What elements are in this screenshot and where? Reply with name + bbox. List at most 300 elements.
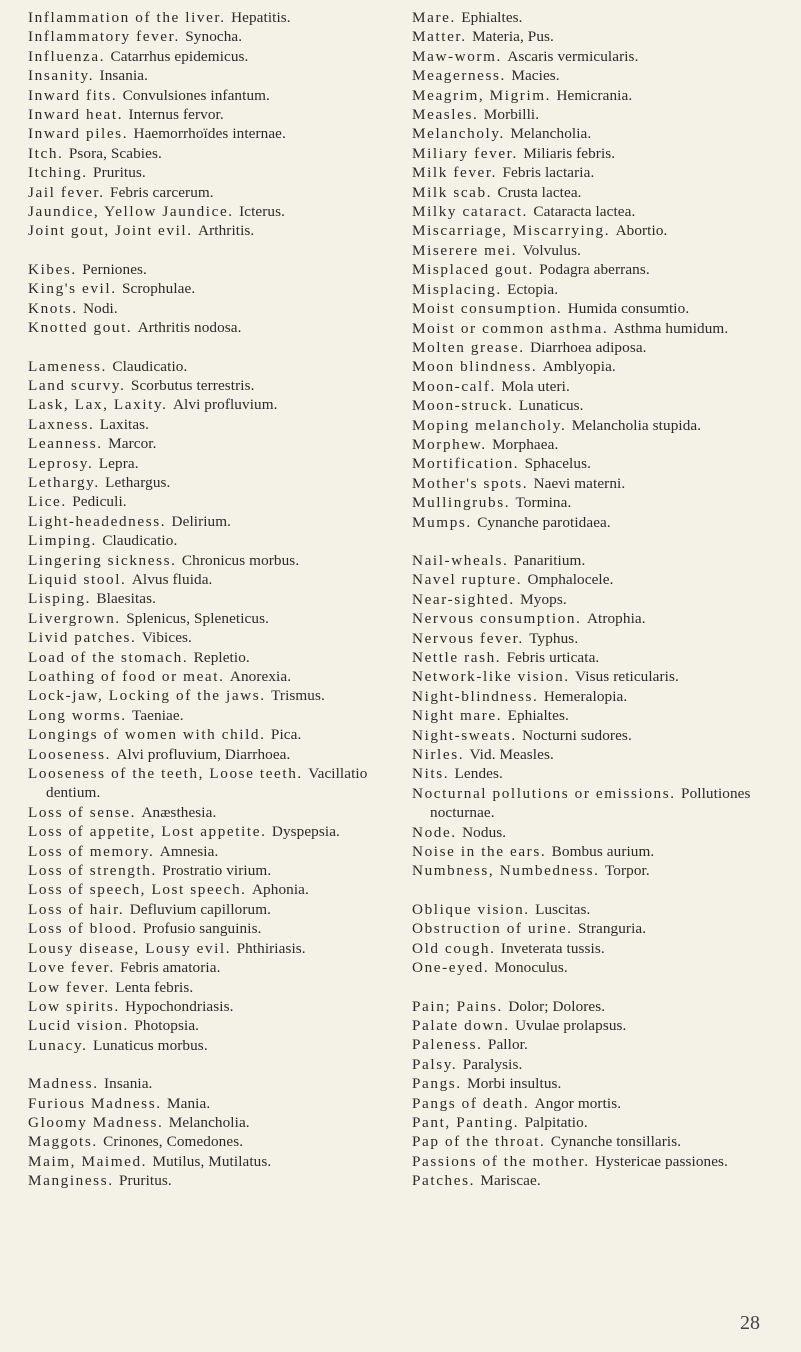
- entry-term: Melancholy.: [412, 125, 505, 143]
- dictionary-entry: [412, 435, 782, 454]
- dictionary-entry: [412, 823, 782, 842]
- entry-latin: Omphalocele.: [527, 571, 614, 589]
- dictionary-entry: [28, 880, 398, 899]
- entry-term: Lameness.: [28, 357, 107, 375]
- entry-latin: Palpitatio.: [524, 1113, 588, 1131]
- dictionary-entry: [412, 416, 782, 435]
- page-number: 28: [740, 1312, 760, 1334]
- entry-term: Leanness.: [28, 435, 103, 453]
- entry-term: Longings of women with child.: [28, 726, 266, 744]
- dictionary-entry: [412, 319, 782, 338]
- entry-latin: Scorbutus terrestris.: [130, 376, 255, 394]
- entry-term: Lucid vision.: [28, 1017, 129, 1035]
- entry-latin: Blaesitas.: [96, 590, 157, 608]
- entry-term: Passions of the mother.: [412, 1152, 590, 1170]
- entry-latin: Hystericae passiones.: [595, 1152, 728, 1170]
- entry-term: Low spirits.: [28, 997, 120, 1015]
- dictionary-entry: [28, 434, 398, 453]
- dictionary-entry: [412, 221, 782, 240]
- entry-latin: Amblyopia.: [542, 358, 616, 376]
- entry-latin: Hemeralopia.: [543, 687, 628, 705]
- entry-latin: Pollutiones nocturnae.: [430, 784, 751, 822]
- entry-term: Lingering sickness.: [28, 551, 177, 569]
- dictionary-entry: [412, 124, 782, 143]
- dictionary-entry: [412, 590, 782, 609]
- entry-latin: Trismus.: [271, 687, 325, 705]
- entry-latin: Laxitas.: [99, 415, 150, 433]
- entry-term: Light-headedness.: [28, 512, 167, 530]
- entry-term: Old cough.: [412, 939, 496, 957]
- entry-latin: Ephialtes.: [461, 9, 523, 26]
- entry-latin: Torpor.: [604, 862, 650, 880]
- entry-latin: Humida consumtio.: [567, 300, 690, 318]
- entry-latin: Marcor.: [108, 435, 157, 453]
- dictionary-entry: [28, 1016, 398, 1035]
- entry-latin: Haemorrhoïdes internae.: [133, 125, 286, 143]
- entry-latin: Alvus fluida.: [131, 570, 213, 588]
- dictionary-entry: [28, 900, 398, 919]
- dictionary-entry: [412, 299, 782, 318]
- entry-latin: Melancholia stupida.: [571, 416, 702, 434]
- dictionary-entry: [28, 473, 398, 492]
- dictionary-entry: [28, 415, 398, 434]
- entry-latin: Sphacelus.: [524, 455, 591, 473]
- dictionary-entry: [28, 299, 398, 318]
- entry-term: One-eyed.: [412, 959, 490, 977]
- entry-latin: Psora, Scabies.: [68, 144, 162, 162]
- entry-term: Pap of the throat.: [412, 1133, 546, 1151]
- entry-latin: Volvulus.: [522, 241, 581, 259]
- dictionary-entry: [28, 570, 398, 589]
- entry-term: Pant, Panting.: [412, 1113, 520, 1131]
- entry-latin: Icterus.: [239, 203, 286, 221]
- entry-term: Low fever.: [28, 978, 110, 996]
- entry-latin: Synocha.: [185, 28, 243, 46]
- entry-latin: Lethargus.: [105, 473, 171, 491]
- dictionary-entry: [28, 183, 398, 202]
- entry-term: Morphew.: [412, 435, 487, 453]
- entry-term: Itch.: [28, 144, 64, 162]
- entry-term: Joint gout, Joint evil.: [28, 222, 193, 240]
- entry-latin: Insania.: [104, 1075, 153, 1093]
- dictionary-entry: [28, 648, 398, 667]
- entry-latin: Abortio.: [615, 222, 668, 240]
- entry-latin: Claudicatio.: [102, 532, 178, 550]
- entry-latin: Mutilus, Mutilatus.: [152, 1152, 272, 1170]
- entry-latin: Naevi materni.: [533, 474, 626, 492]
- entry-latin: Bombus aurium.: [551, 843, 655, 861]
- entry-term: Moon-calf.: [412, 377, 496, 395]
- entry-latin: Mola uteri.: [501, 377, 570, 395]
- entry-latin: Defluvium capillorum.: [129, 900, 272, 918]
- entry-term: Inflammation of the liver.: [28, 9, 226, 26]
- entry-term: Loss of hair.: [28, 900, 125, 918]
- dictionary-entry: [28, 861, 398, 880]
- entry-term: Lousy disease, Lousy evil.: [28, 939, 232, 957]
- entry-term: Milky cataract.: [412, 203, 528, 221]
- entry-latin: Insania.: [99, 67, 149, 85]
- dictionary-entry: [28, 86, 398, 105]
- entry-latin: Anæsthesia.: [141, 803, 217, 821]
- dictionary-entry: [28, 492, 398, 511]
- entry-term: Leprosy.: [28, 454, 94, 472]
- dictionary-entry: [28, 1152, 398, 1171]
- entry-latin: Catarrhus epidemicus.: [110, 47, 249, 65]
- entry-term: Loss of sense.: [28, 803, 137, 821]
- dictionary-entry: [28, 589, 398, 608]
- dictionary-entry: [412, 667, 782, 686]
- dictionary-entry: [28, 1094, 398, 1113]
- entry-latin: Vibices.: [141, 629, 192, 647]
- dictionary-entry: [28, 551, 398, 570]
- entry-term: Node.: [412, 823, 457, 841]
- entry-latin: Hemicrania.: [556, 86, 633, 104]
- left-column: [28, 8, 398, 1191]
- dictionary-entry: [412, 551, 782, 570]
- dictionary-entry: [412, 1132, 782, 1151]
- entry-latin: Nodi.: [83, 299, 118, 317]
- entry-latin: Stranguria.: [577, 920, 647, 938]
- entry-term: Pain; Pains.: [412, 997, 503, 1015]
- entry-term: Limping.: [28, 532, 97, 550]
- dictionary-entry: [28, 144, 398, 163]
- entry-latin: Paralysis.: [462, 1055, 523, 1073]
- entry-term: Nail-wheals.: [412, 551, 509, 569]
- entry-latin: Luscitas.: [535, 900, 591, 918]
- entry-latin: Scrophulae.: [122, 280, 196, 298]
- dictionary-entry: [28, 978, 398, 997]
- dictionary-entry: [412, 570, 782, 589]
- entry-term: Laxness.: [28, 415, 95, 433]
- entry-term: Loss of strength.: [28, 862, 157, 880]
- entry-term: Palsy.: [412, 1055, 458, 1073]
- dictionary-entry: [28, 221, 398, 240]
- entry-latin: Cynanche parotidaea.: [477, 513, 611, 531]
- dictionary-entry: [412, 493, 782, 512]
- dictionary-entry: [28, 279, 398, 298]
- entry-latin: Febris urticata.: [506, 649, 600, 666]
- entry-latin: Febris amatoria.: [120, 959, 221, 977]
- entry-term: Pangs of death.: [412, 1094, 530, 1112]
- dictionary-entry: [412, 202, 782, 221]
- dictionary-entry: [412, 706, 782, 725]
- entry-term: Loss of memory.: [28, 842, 155, 860]
- entry-latin: Alvi profluvium, Diarrhoea.: [116, 745, 291, 763]
- entry-latin: Nodus.: [462, 823, 507, 841]
- entry-latin: Profusio sanguinis.: [143, 920, 262, 938]
- dictionary-entry: [28, 1171, 398, 1190]
- dictionary-entry: [28, 745, 398, 764]
- entry-latin: Monoculus.: [494, 959, 568, 977]
- entry-latin: Pruritus.: [119, 1172, 172, 1190]
- entry-latin: Tormina.: [515, 494, 572, 512]
- entry-latin: Arthritis nodosa.: [137, 319, 242, 337]
- section-gap: [412, 978, 782, 997]
- entry-term: Obstruction of urine.: [412, 920, 573, 938]
- entry-term: Loathing of food or meat.: [28, 668, 225, 685]
- dictionary-entry: [28, 376, 398, 395]
- entry-term: King's evil.: [28, 280, 117, 298]
- entry-latin: Podagra aberrans.: [539, 261, 650, 279]
- dictionary-entry: [28, 628, 398, 647]
- dictionary-entry: [28, 357, 398, 376]
- entry-term: Mortification.: [412, 455, 520, 473]
- entry-term: Miscarriage, Miscarrying.: [412, 222, 611, 240]
- dictionary-entry: [412, 27, 782, 46]
- entry-term: Jaundice, Yellow Jaundice.: [28, 203, 234, 221]
- entry-latin: Lunaticus.: [518, 397, 584, 415]
- entry-latin: Morphaea.: [492, 435, 559, 453]
- entry-term: Moist consumption.: [412, 300, 563, 318]
- right-column: [412, 8, 782, 1191]
- entry-latin: Cataracta lactea.: [533, 203, 636, 221]
- entry-term: Kibes.: [28, 260, 77, 278]
- entry-term: Lisping.: [28, 590, 92, 608]
- entry-term: Milk scab.: [412, 183, 493, 201]
- dictionary-entry: [28, 842, 398, 861]
- entry-latin: Panaritium.: [513, 551, 586, 569]
- entry-term: Nettle rash.: [412, 649, 502, 666]
- entry-term: Inflammatory fever.: [28, 28, 180, 46]
- entry-term: Miliary fever.: [412, 144, 518, 162]
- entry-latin: Ephialtes.: [507, 707, 569, 725]
- entry-latin: Asthma humidum.: [613, 319, 729, 337]
- dictionary-entry: [412, 338, 782, 357]
- entry-latin: Claudicatio.: [112, 357, 188, 375]
- entry-latin: Convulsiones infantum.: [122, 86, 270, 104]
- dictionary-entry: [412, 1055, 782, 1074]
- dictionary-entry: [28, 1113, 398, 1132]
- dictionary-entry: [28, 919, 398, 938]
- entry-latin: Uvulae prolapsus.: [515, 1016, 627, 1034]
- dictionary-entry: [412, 609, 782, 628]
- dictionary-entry: [28, 395, 398, 414]
- entry-term: Miserere mei.: [412, 241, 518, 259]
- dictionary-entry: [412, 726, 782, 745]
- dictionary-entry: [412, 861, 782, 880]
- entry-term: Inward piles.: [28, 125, 129, 143]
- dictionary-entry: [412, 454, 782, 473]
- entry-term: Land scurvy.: [28, 376, 126, 394]
- dictionary-entry: [412, 474, 782, 493]
- entry-latin: Chronicus morbus.: [181, 551, 300, 569]
- entry-latin: Hypochondriasis.: [125, 997, 234, 1015]
- dictionary-entry: [28, 66, 398, 85]
- entry-term: Near-sighted.: [412, 590, 515, 608]
- dictionary-entry: [28, 1036, 398, 1055]
- dictionary-entry: [412, 377, 782, 396]
- dictionary-entry: [412, 745, 782, 764]
- section-gap: [28, 1055, 398, 1074]
- dictionary-entry: [412, 842, 782, 861]
- entry-term: Paleness.: [412, 1036, 483, 1054]
- entry-term: Livid patches.: [28, 629, 137, 647]
- entry-term: Molten grease.: [412, 338, 525, 356]
- entry-term: Looseness.: [28, 745, 112, 763]
- dictionary-entry: [28, 686, 398, 705]
- dictionary-entry: [28, 958, 398, 977]
- entry-term: Gloomy Madness.: [28, 1113, 164, 1131]
- entry-term: Milk fever.: [412, 164, 498, 182]
- entry-latin: Dyspepsia.: [271, 823, 340, 841]
- entry-term: Mare.: [412, 9, 456, 26]
- entry-latin: Lepra.: [98, 454, 139, 472]
- entry-term: Inward fits.: [28, 86, 118, 104]
- entry-term: Inward heat.: [28, 106, 124, 124]
- entry-latin: Melancholia.: [168, 1113, 250, 1131]
- entry-latin: Vid. Measles.: [469, 746, 554, 764]
- entry-term: Night-sweats.: [412, 726, 517, 744]
- dictionary-entry: [28, 512, 398, 531]
- dictionary-entry: [28, 997, 398, 1016]
- dictionary-entry: [412, 629, 782, 648]
- entry-latin: Materia, Pus.: [472, 28, 554, 46]
- dictionary-entry: [412, 1113, 782, 1132]
- dictionary-entry: [28, 260, 398, 279]
- dictionary-entry: [412, 648, 782, 667]
- dictionary-entry: [28, 105, 398, 124]
- entry-latin: Lenta febris.: [115, 978, 194, 996]
- entry-term: Loss of speech, Lost speech.: [28, 881, 247, 899]
- entry-latin: Cynanche tonsillaris.: [550, 1133, 682, 1151]
- dictionary-entry: [412, 144, 782, 163]
- dictionary-entry: [412, 784, 782, 823]
- entry-latin: Crusta lactea.: [497, 183, 582, 201]
- entry-term: Mullingrubs.: [412, 494, 511, 512]
- entry-term: Mumps.: [412, 513, 472, 531]
- entry-term: Nits.: [412, 765, 450, 783]
- entry-term: Nervous consumption.: [412, 610, 582, 628]
- entry-latin: Inveterata tussis.: [500, 939, 605, 957]
- entry-term: Misplacing.: [412, 280, 502, 298]
- entry-term: Noise in the ears.: [412, 843, 547, 861]
- entry-latin: Mariscae.: [480, 1172, 541, 1190]
- entry-term: Meagrim, Migrim.: [412, 86, 552, 104]
- dictionary-entry: [412, 183, 782, 202]
- entry-latin: Internus fervor.: [128, 106, 224, 124]
- dictionary-entry: [412, 1035, 782, 1054]
- entry-term: Load of the stomach.: [28, 648, 189, 666]
- dictionary-entry: [28, 764, 398, 803]
- dictionary-entry: [28, 1132, 398, 1151]
- dictionary-entry: [412, 997, 782, 1016]
- entry-term: Manginess.: [28, 1172, 114, 1190]
- entry-term: Misplaced gout.: [412, 261, 534, 279]
- entry-term: Looseness of the teeth, Loose teeth.: [28, 765, 303, 783]
- entry-latin: Pallor.: [487, 1036, 528, 1054]
- entry-term: Measles.: [412, 106, 479, 124]
- entry-latin: Myops.: [520, 590, 567, 608]
- dictionary-entry: [412, 66, 782, 85]
- entry-term: Influenza.: [28, 47, 106, 65]
- entry-latin: Pediculi.: [72, 493, 127, 511]
- entry-term: Lask, Lax, Laxity.: [28, 396, 168, 414]
- dictionary-entry: [28, 8, 398, 27]
- entry-latin: Melancholia.: [510, 125, 592, 143]
- entry-latin: Delirium.: [171, 512, 232, 530]
- entry-term: Night mare.: [412, 707, 503, 725]
- entry-term: Long worms.: [28, 706, 127, 724]
- dictionary-entry: [412, 958, 782, 977]
- entry-latin: Alvi profluvium.: [172, 396, 278, 414]
- dictionary-entry: [412, 260, 782, 279]
- entry-latin: Ascaris vermicularis.: [507, 47, 639, 65]
- entry-term: Moon blindness.: [412, 358, 538, 376]
- section-gap: [28, 338, 398, 357]
- entry-latin: Anorexia.: [229, 668, 292, 685]
- dictionary-entry: [412, 1094, 782, 1113]
- entry-term: Mother's spots.: [412, 474, 529, 492]
- section-gap: [28, 241, 398, 260]
- dictionary-entry: [28, 1074, 398, 1093]
- entry-term: Loss of appetite, Lost appetite.: [28, 823, 267, 841]
- entry-latin: Repletio.: [193, 648, 250, 666]
- dictionary-entry: [28, 124, 398, 143]
- entry-term: Moon-struck.: [412, 397, 514, 415]
- dictionary-entry: [412, 1171, 782, 1190]
- entry-latin: Visus reticularis.: [575, 668, 679, 686]
- entry-latin: Morbi insultus.: [467, 1075, 562, 1093]
- entry-latin: Lendes.: [454, 765, 503, 783]
- dictionary-entry: [28, 609, 398, 628]
- section-gap: [412, 881, 782, 900]
- dictionary-entry: [28, 822, 398, 841]
- entry-term: Maggots.: [28, 1133, 98, 1151]
- entry-latin: Mania.: [167, 1094, 211, 1112]
- dictionary-entry: [412, 86, 782, 105]
- entry-term: Lunacy.: [28, 1036, 88, 1054]
- dictionary-entry: [412, 1074, 782, 1093]
- entry-latin: Diarrhoea adiposa.: [530, 338, 647, 356]
- dictionary-entry: [412, 8, 782, 27]
- dictionary-entry: [412, 163, 782, 182]
- entry-term: Maim, Maimed.: [28, 1152, 148, 1170]
- entry-term: Liquid stool.: [28, 570, 127, 588]
- dictionary-entry: [28, 531, 398, 550]
- entry-latin: Lunaticus morbus.: [92, 1036, 208, 1054]
- dictionary-entry: [28, 47, 398, 66]
- entry-term: Nocturnal pollutions or emissions.: [412, 784, 676, 802]
- entry-latin: Prostratio virium.: [162, 862, 272, 880]
- entry-term: Knotted gout.: [28, 319, 133, 337]
- entry-latin: Typhus.: [529, 629, 579, 647]
- entry-latin: Taeniae.: [132, 706, 184, 724]
- entry-term: Network-like vision.: [412, 668, 570, 686]
- dictionary-entry: [412, 396, 782, 415]
- entry-latin: Aphonia.: [251, 881, 309, 899]
- entry-term: Loss of blood.: [28, 920, 138, 938]
- entry-term: Moist or common asthma.: [412, 319, 609, 337]
- dictionary-entry: [412, 764, 782, 783]
- entry-latin: Splenicus, Spleneticus.: [126, 609, 270, 627]
- dictionary-entry: [412, 919, 782, 938]
- entry-latin: Phthiriasis.: [236, 939, 306, 957]
- entry-latin: Macies.: [511, 67, 560, 85]
- dictionary-entry: [28, 454, 398, 473]
- section-gap: [412, 532, 782, 551]
- dictionary-entry: [412, 687, 782, 706]
- dictionary-entry: [28, 27, 398, 46]
- entry-term: Lethargy.: [28, 473, 100, 491]
- entry-latin: Arthritis.: [198, 222, 255, 240]
- entry-latin: Febris carcerum.: [110, 183, 214, 201]
- entry-latin: Nocturni sudores.: [522, 726, 632, 744]
- entry-latin: Pruritus.: [93, 164, 146, 182]
- entry-term: Love fever.: [28, 959, 115, 977]
- dictionary-entry: [28, 318, 398, 337]
- entry-term: Madness.: [28, 1075, 99, 1093]
- dictionary-entry: [412, 47, 782, 66]
